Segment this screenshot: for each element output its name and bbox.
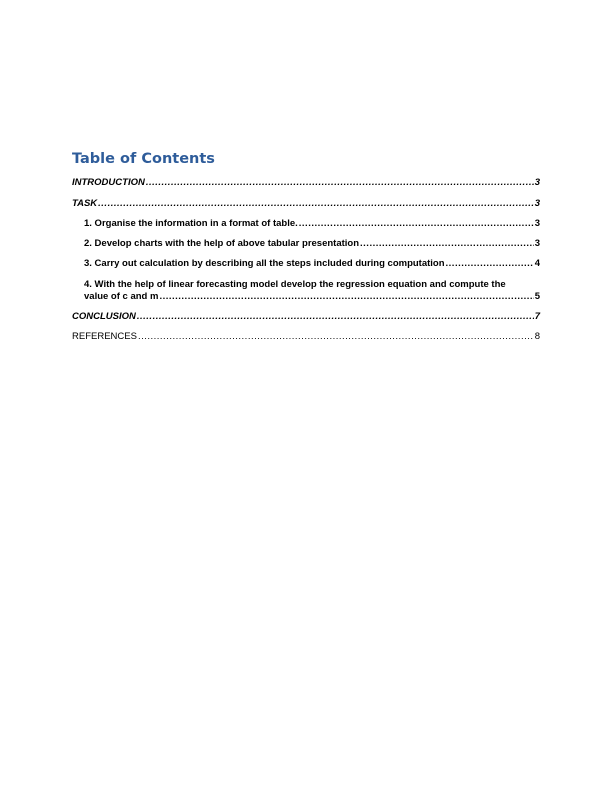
toc-page-number: 3 bbox=[534, 238, 540, 249]
toc-page-number: 7 bbox=[534, 311, 540, 322]
toc-entry-label: INTRODUCTION bbox=[72, 177, 145, 188]
toc-entry-label: CONCLUSION bbox=[72, 311, 136, 322]
toc-page-number: 4 bbox=[534, 258, 540, 269]
toc-entry-organise-table[interactable] bbox=[72, 218, 540, 230]
toc-entry-develop-charts[interactable] bbox=[72, 238, 540, 250]
toc-entry-line2 bbox=[84, 291, 540, 303]
toc-dot-leader bbox=[159, 291, 533, 303]
toc-title: Table of Contents bbox=[72, 151, 215, 167]
toc-entry-conclusion[interactable] bbox=[72, 311, 540, 323]
toc-page-number: 3 bbox=[534, 198, 540, 209]
toc-entry-label: TASK bbox=[72, 198, 98, 209]
toc-page-number: 5 bbox=[534, 291, 540, 302]
toc-entry-calculation[interactable] bbox=[72, 258, 540, 270]
toc-dot-leader bbox=[360, 238, 534, 250]
toc-dot-leader bbox=[299, 218, 534, 230]
toc-dot-leader bbox=[138, 331, 534, 343]
toc-entry-label: REFERENCES bbox=[72, 331, 137, 342]
toc-entry-label: 2. Develop charts with the help of above tabular presentation bbox=[84, 238, 360, 249]
toc-entry-label: 1. Organise the information in a format of table. bbox=[84, 218, 298, 229]
toc-page-number: 8 bbox=[534, 331, 540, 342]
toc-entry-regression[interactable] bbox=[72, 278, 540, 303]
toc-page-number: 3 bbox=[534, 177, 540, 188]
toc-entry-label-line1: 4. With the help of linear forecasting model develop the regression equation and compute the bbox=[84, 279, 506, 290]
toc-dot-leader bbox=[137, 311, 534, 323]
toc-entry-task[interactable] bbox=[72, 198, 540, 210]
toc-page-number: 3 bbox=[534, 218, 540, 229]
toc-entry-label: 3. Carry out calculation by describing all the steps included during computation bbox=[84, 258, 445, 269]
toc-entry-introduction[interactable] bbox=[72, 177, 540, 189]
toc-entry-label-line2: value of c and m bbox=[84, 291, 159, 302]
toc-dot-leader bbox=[146, 177, 534, 189]
toc-dot-leader bbox=[98, 198, 534, 210]
toc-entry-references[interactable] bbox=[72, 331, 540, 343]
table-of-contents bbox=[72, 150, 540, 343]
toc-dot-leader bbox=[446, 258, 534, 270]
